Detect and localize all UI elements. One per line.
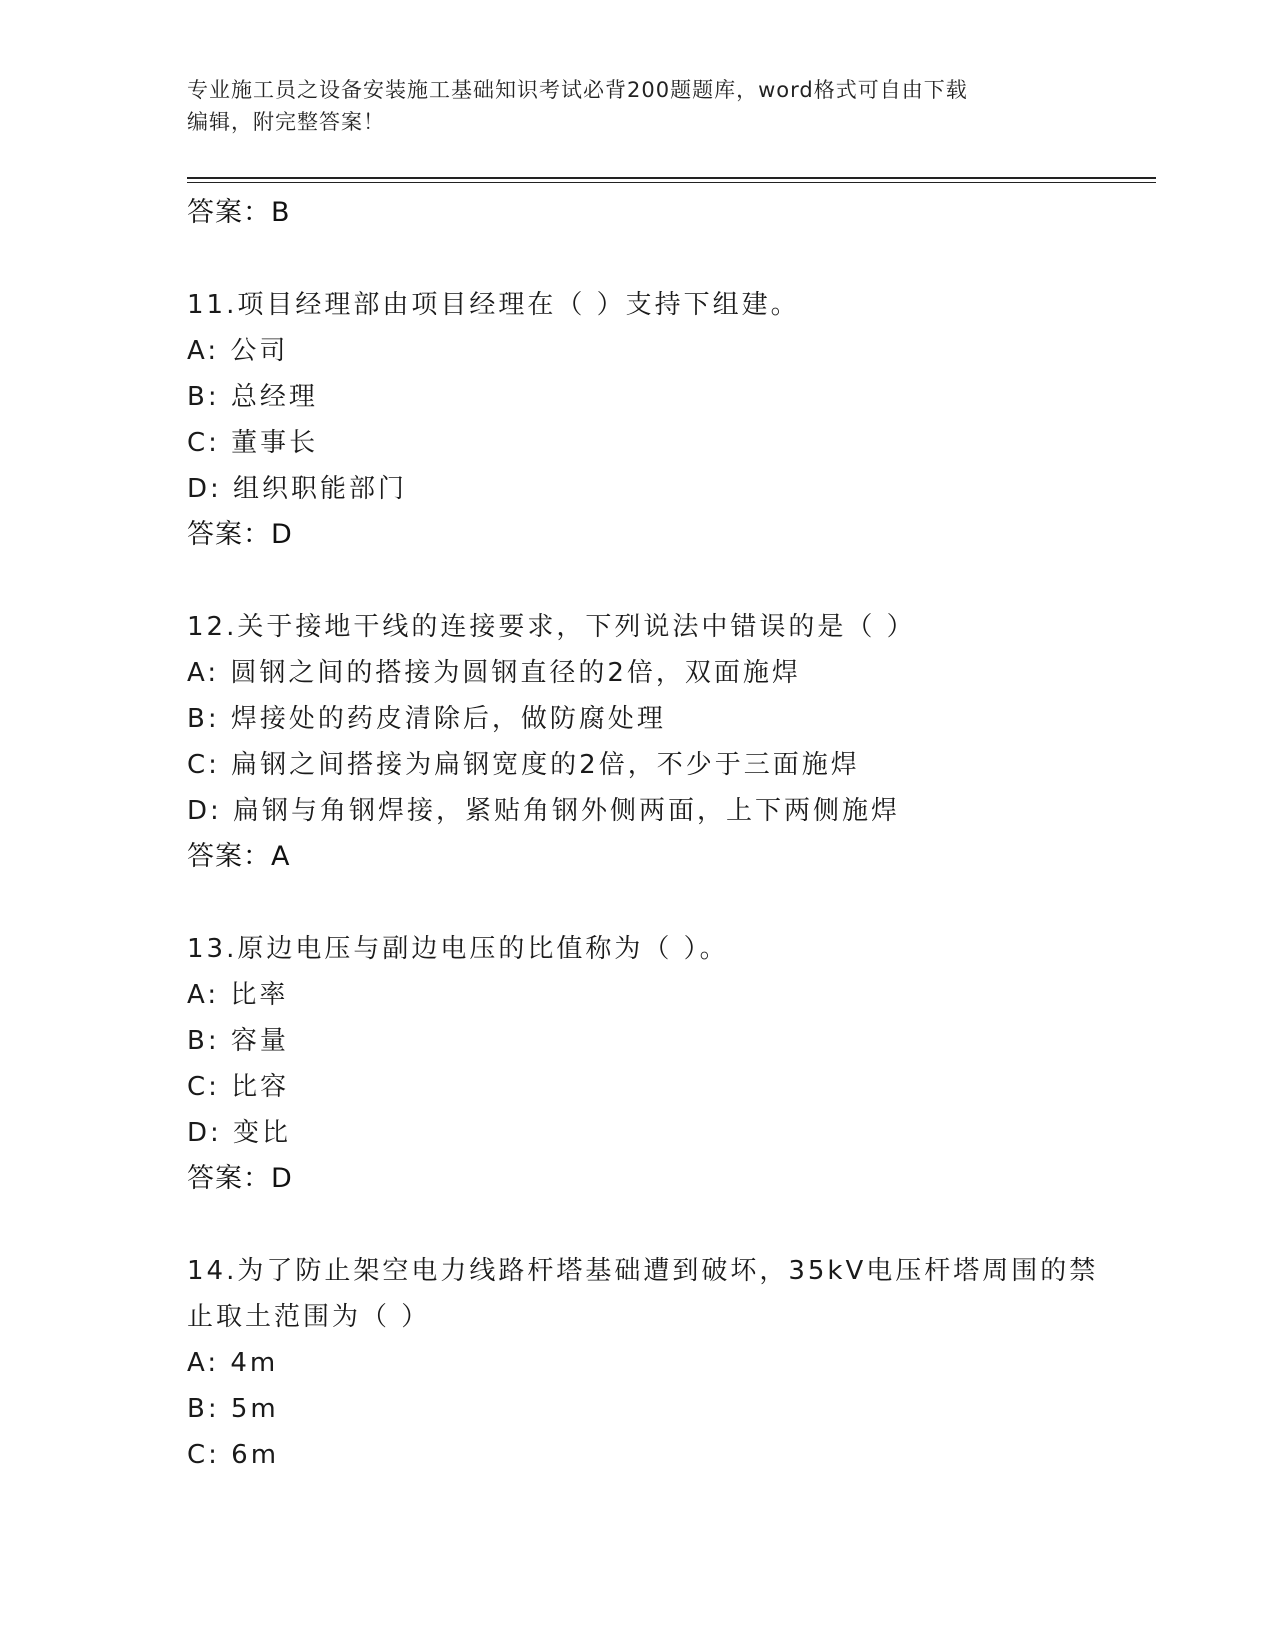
option-c: C: 6m <box>187 1440 280 1470</box>
question-list <box>187 190 1099 1478</box>
option-a: A: 比率 <box>187 980 289 1010</box>
option-b: B: 容量 <box>187 1026 289 1056</box>
option-c: C: 董事长 <box>187 428 319 458</box>
page-header <box>187 74 1087 138</box>
question-11 <box>187 282 1087 558</box>
header-divider-thick <box>187 177 1156 179</box>
spacer <box>187 558 1087 604</box>
option-d: D: 组织职能部门 <box>187 474 408 504</box>
option-b: B: 焊接处的药皮清除后，做防腐处理 <box>187 704 666 734</box>
spacer <box>187 1202 1087 1248</box>
question-13 <box>187 926 1087 1202</box>
answer-line: 答案：D <box>187 1163 293 1194</box>
spacer <box>187 880 1087 926</box>
option-a: A: 圆钢之间的搭接为圆钢直径的2倍，双面施焊 <box>187 658 801 688</box>
question-stem-line-1: 14.为了防止架空电力线路杆塔基础遭到破坏，35kV电压杆塔周围的禁 <box>187 1256 1099 1286</box>
answer-line: 答案：A <box>187 841 291 872</box>
previous-question-answer: 答案：B <box>187 197 291 228</box>
question-stem: 13.原边电压与副边电压的比值称为（ ）。 <box>187 934 729 964</box>
spacer <box>187 236 1087 282</box>
question-12 <box>187 604 1087 880</box>
header-divider-thin <box>187 182 1156 183</box>
option-d: D: 变比 <box>187 1118 292 1148</box>
option-a: A: 公司 <box>187 336 289 366</box>
answer-line: 答案：D <box>187 519 293 550</box>
question-stem: 11.项目经理部由项目经理在（ ）支持下组建。 <box>187 290 800 320</box>
question-stem: 12.关于接地干线的连接要求，下列说法中错误的是（ ） <box>187 612 916 642</box>
option-b: B: 5m <box>187 1394 279 1424</box>
question-stem-line-2: 止取土范围为（ ） <box>187 1302 431 1332</box>
option-b: B: 总经理 <box>187 382 318 412</box>
option-a: A: 4m <box>187 1348 279 1378</box>
question-14 <box>187 1248 1099 1478</box>
header-title-line-2: 编辑，附完整答案！ <box>187 110 385 134</box>
header-title-line-1: 专业施工员之设备安装施工基础知识考试必背200题题库，word格式可自由下载 <box>187 78 968 102</box>
option-c: C: 比容 <box>187 1072 290 1102</box>
option-d: D: 扁钢与角钢焊接，紧贴角钢外侧两面，上下两侧施焊 <box>187 796 901 826</box>
option-c: C: 扁钢之间搭接为扁钢宽度的2倍，不少于三面施焊 <box>187 750 860 780</box>
